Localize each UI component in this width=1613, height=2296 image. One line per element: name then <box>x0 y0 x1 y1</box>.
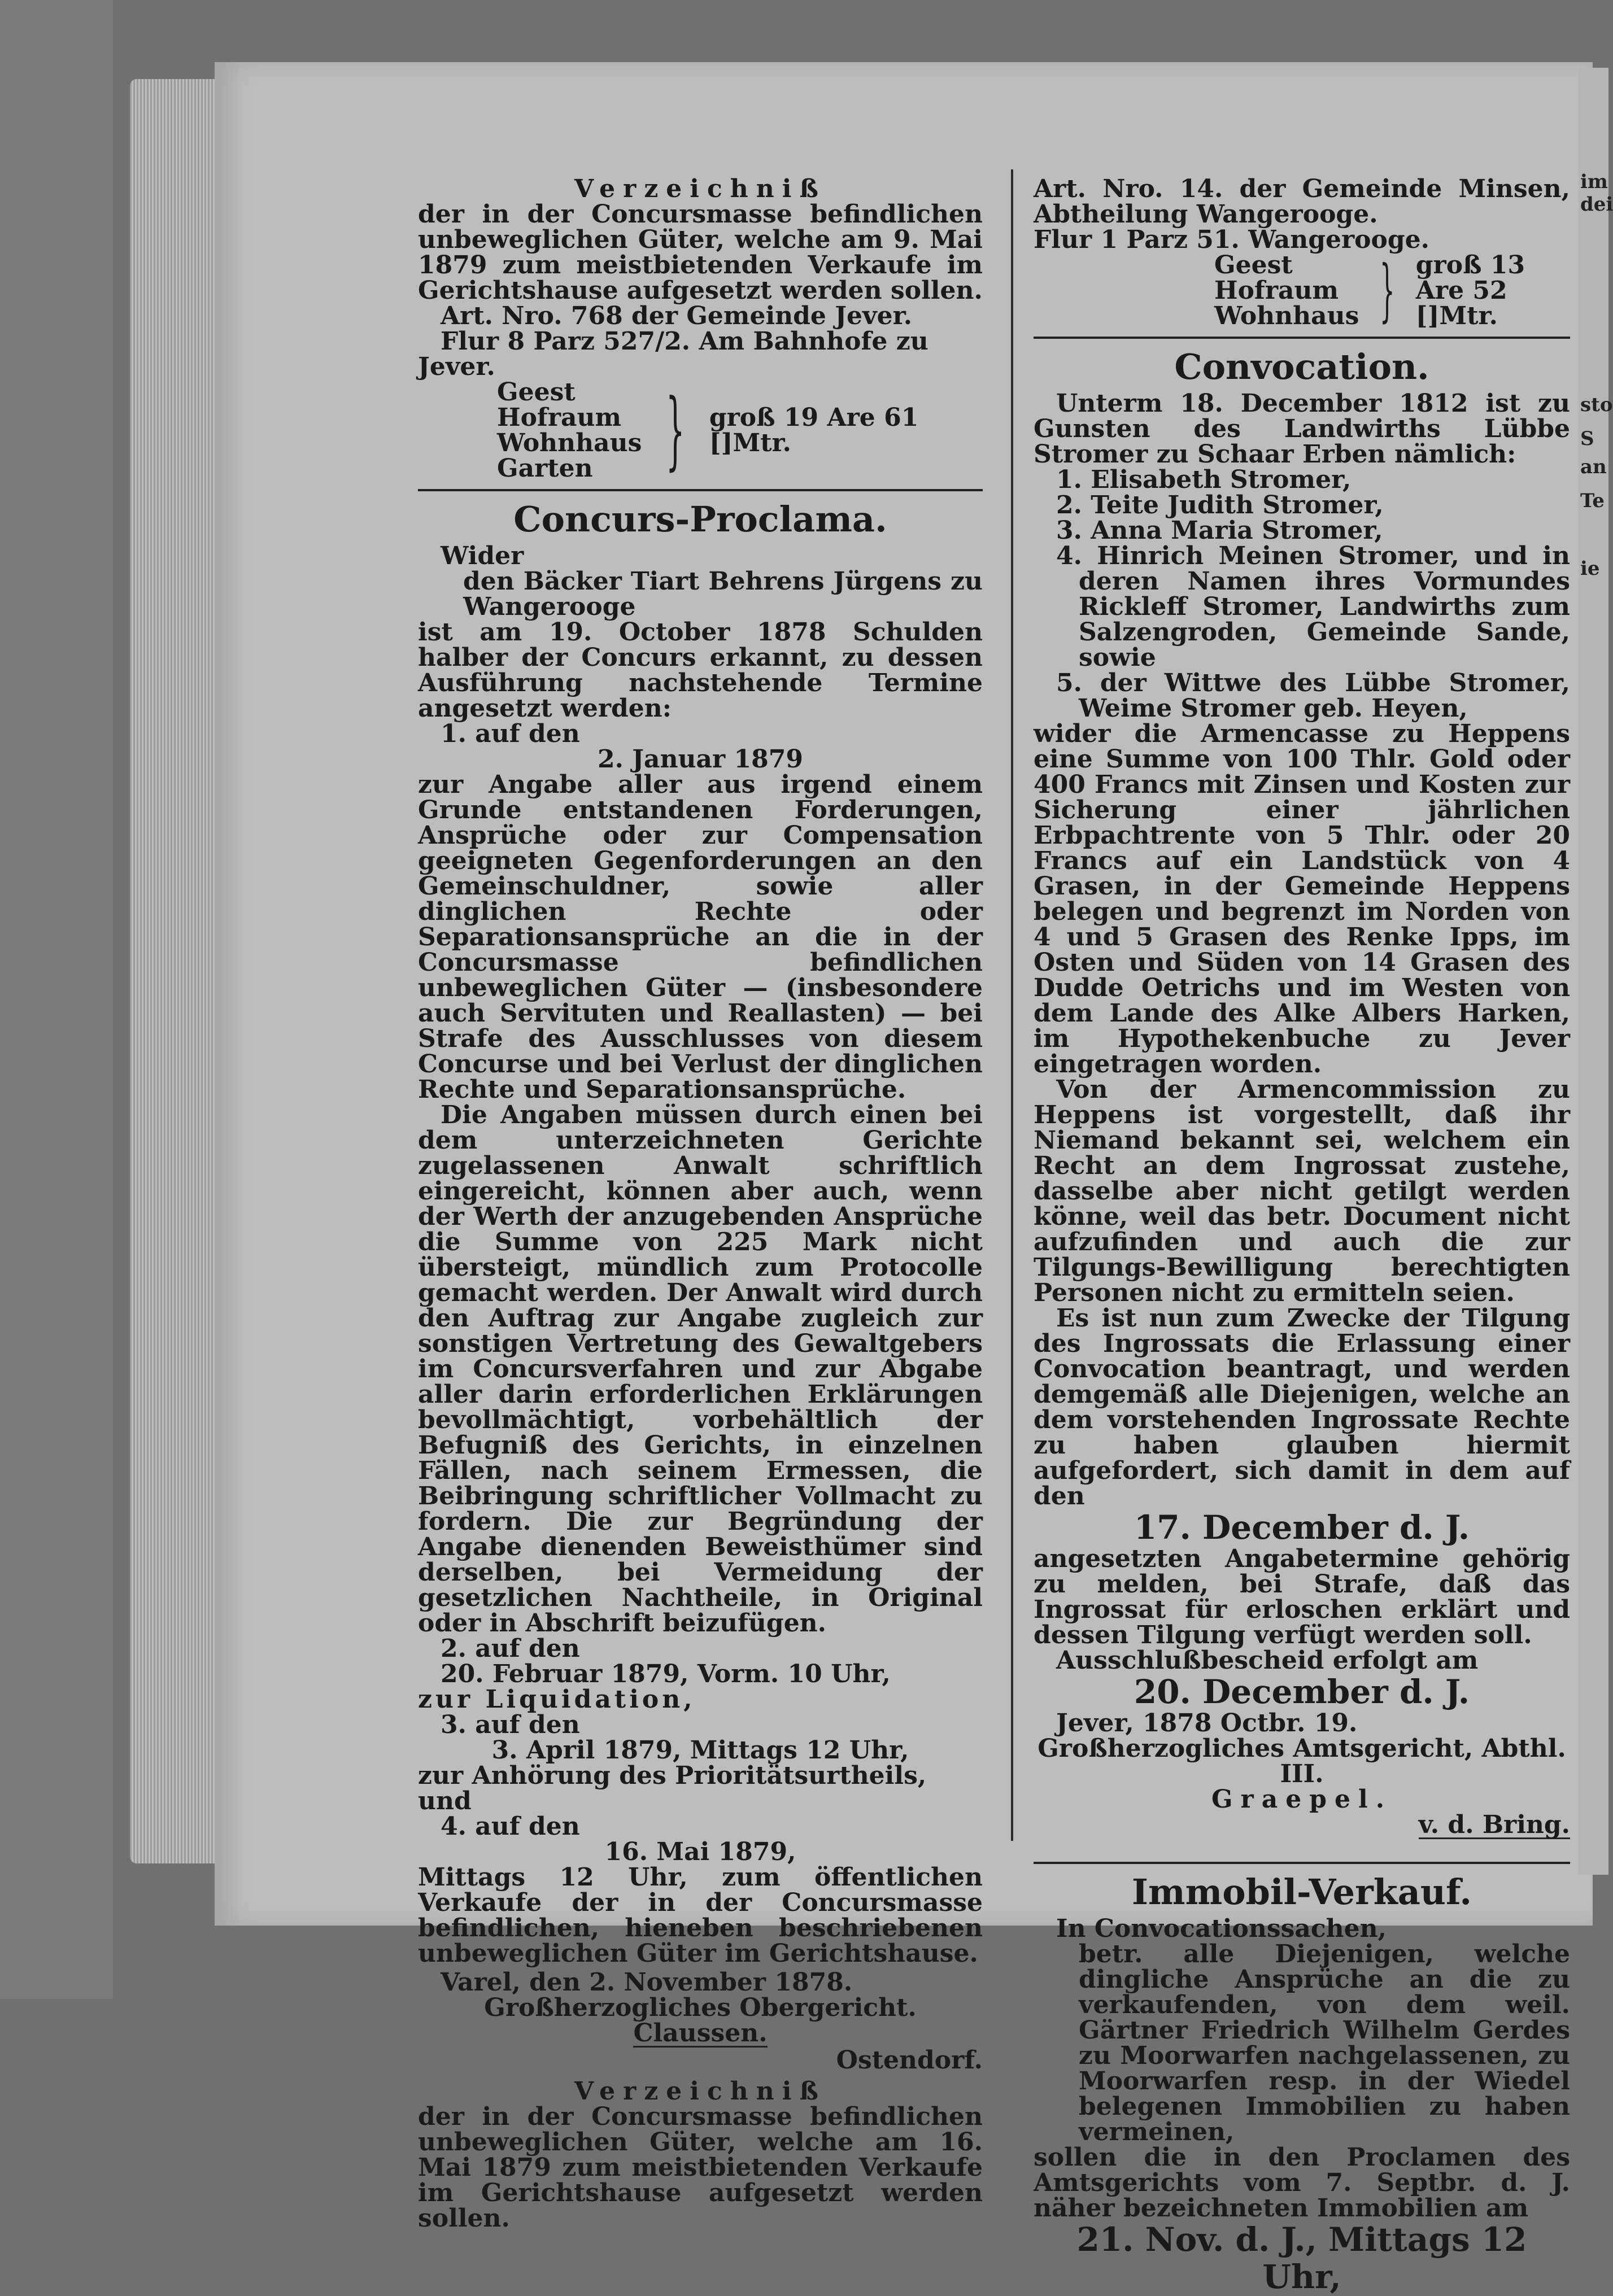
deadline-date: 17. December d. J. <box>1134 1508 1470 1547</box>
in-sachen: In Convocationssachen, <box>1056 1914 1387 1943</box>
ausschluss-label: Ausschlußbescheid erfolgt am <box>1056 1646 1479 1675</box>
parcel-item: Garten <box>497 454 593 483</box>
sliver-text: ie <box>1580 557 1600 580</box>
court-name: Großherzogliches Obergericht. <box>484 1993 917 2022</box>
signature-1: Graepel. <box>1211 1785 1393 1814</box>
sollen-text: sollen die in den Proclamen des Amtsgerichts vom 7. Septbr. d. J. näher bezeichneten Immobilien am <box>1034 2143 1570 2223</box>
term-4-label: 4. auf den <box>441 1812 580 1841</box>
term-1-label: 1. auf den <box>441 719 580 748</box>
parcel-brace <box>1214 252 1570 329</box>
betr-text: betr. alle Diejenigen, welche dingliche Ansprüche an die zu verkaufenden, von dem weil. Gärtner Friedrich Wilhelm Gerdes zu Moorwarfen nachgelassenen, zu Moorwarfen resp. in der Wiedel belegenen Immobilien zu haben vermeinen, <box>1079 1940 1570 2146</box>
convocation-body-3: Es ist nun zum Zwecke der Tilgung des Ingrossats die Erlassung einer Convocation beantragt, und werden demgemäß alle Diejenigen, welche an dem vorstehenden Ingrossate Rechte zu haben glauben hiermit aufgefordert, sich damit in dem auf den <box>1034 1304 1570 1511</box>
brace-glyph: } <box>666 381 685 479</box>
parcel-size: groß 19 Are 61 []Mtr. <box>709 403 919 457</box>
term-2-label: 2. auf den <box>441 1634 580 1663</box>
next-page-sliver <box>1579 68 1608 1875</box>
brace-glyph: } <box>1380 251 1395 330</box>
parcel-item: Hofraum <box>1214 276 1339 305</box>
term-1-text: zur Angabe aller aus irgend einem Grunde entstandenen Forderungen, Ansprüche oder zur Compensation geeigneten Gegenforderungen an den Gemeinschuldner, sowie aller dinglichen Rechte oder Separationsansprüche an die in der Concursmasse befindlichen unbeweglichen Güter — (insbesondere auch Servituten und Reallasten) — bei Strafe des Ausschlusses von diesem Concurse und bei Verlust der dinglichen Rechte und Separationsansprüche. <box>418 770 983 1104</box>
concurs-statement: ist am 19. October 1878 Schulden halber der Concurs erkannt, zu dessen Ausführung nachstehende Termine angesetzt werden: <box>418 618 983 723</box>
art-line: Art. Nro. 14. der Gemeinde Minsen, Abtheilung Wangerooge. <box>1034 174 1570 229</box>
background-left <box>0 0 113 1999</box>
art-line: Art. Nro. 768 der Gemeinde Jever. <box>441 302 913 330</box>
court-name: Großherzogliches Amtsgericht, Abthl. III. <box>1037 1734 1566 1788</box>
flur-line: Flur 1 Parz 51. Wangerooge. <box>1034 225 1429 254</box>
parcel-item: Wohnhaus <box>497 429 642 457</box>
heir-item: 1. Elisabeth Stromer, <box>1056 465 1352 494</box>
parcel-item: Geest <box>1214 251 1293 280</box>
term-4-date: 16. Mai 1879, <box>604 1837 796 1866</box>
parcel-brace <box>497 379 983 481</box>
term-3-label: 3. auf den <box>441 1710 580 1739</box>
convocation-body-4: angesetzten Angabetermine gehörig zu melden, bei Strafe, daß das Ingrossat für erloschen erklärt und dessen Tilgung verfügt werden soll. <box>1034 1544 1570 1649</box>
sliver-text: sto <box>1580 394 1613 416</box>
verzeichnis-title: Verzeichniß <box>574 174 826 203</box>
signature-1: Claussen. <box>633 2019 768 2048</box>
sliver-text: im <box>1580 171 1608 193</box>
verzeichnis-2-title: Verzeichniß <box>574 2077 826 2106</box>
left-column <box>418 176 983 2231</box>
immobil-title: Immobil-Verkauf. <box>1131 1871 1472 1913</box>
sliver-text: an <box>1580 456 1607 478</box>
signature-2: Ostendorf. <box>836 2046 983 2075</box>
sliver-text: Te <box>1580 490 1605 512</box>
convocation-body-2: Von der Armencommission zu Heppens ist vorgestellt, daß ihr Niemand bekannt sei, welchem ein Recht an dem Ingrossat zustehe, dasselbe aber nicht getilgt werden könne, weil das betr. Document nicht aufzufinden und auch die zur Tilgungs-Bewilligung berechtigten Personen nicht zu ermitteln seien. <box>1034 1075 1570 1307</box>
right-column <box>1034 176 1570 2295</box>
section-rule <box>418 489 983 491</box>
term-1-date: 2. Januar 1879 <box>597 745 804 774</box>
signature-2: v. d. Bring. <box>1418 1810 1570 1839</box>
parcel-item: Hofraum <box>497 403 622 432</box>
term-4-purpose: Mittags 12 Uhr, zum öffentlichen Verkaufe der in der Concursmasse befindlichen, hieneben beschriebenen unbeweglichen Güter im Gerichtshause. <box>418 1863 983 1968</box>
section-rule <box>1034 1862 1570 1864</box>
verzeichnis-body: der in der Concursmasse befindlichen unbeweglichen Güter, welche am 9. Mai 1879 zum meistbietenden Verkaufe im Gerichtshause aufgesetzt werden sollen. <box>418 200 983 305</box>
place-date: Jever, 1878 Octbr. 19. <box>1056 1709 1358 1738</box>
heir-item: 3. Anna Maria Stromer, <box>1056 516 1383 545</box>
term-2-purpose: zur Liquidation, <box>418 1685 696 1714</box>
sale-date: 21. Nov. d. J., Mittags 12 Uhr, <box>1076 2220 1527 2296</box>
verzeichnis-2-body: der in der Concursmasse befindlichen unbeweglichen Güter, welche am 16. Mai 1879 zum meistbietenden Verkaufe im Gerichtshause aufgesetzt werden sollen. <box>418 2102 983 2233</box>
convocation-intro: Unterm 18. December 1812 ist zu Gunsten des Landwirths Lübbe Stromer zu Schaar Erben nämlich: <box>1034 389 1570 469</box>
section-rule <box>1034 337 1570 339</box>
sliver-text: dei <box>1580 193 1613 216</box>
term-3-date: 3. April 1879, Mittags 12 Uhr, <box>491 1736 909 1765</box>
debtor-name: den Bäcker Tiart Behrens Jürgens zu Wangerooge <box>463 567 983 621</box>
proclama-title: Concurs-Proclama. <box>513 499 887 540</box>
heir-item: 4. Hinrich Meinen Stromer, und in deren Namen ihres Vormundes Rickleff Stromer, Landwirths zum Salzengroden, Gemeinde Sande, sowie <box>1056 542 1570 672</box>
flur-line: Flur 8 Parz 527/2. Am Bahnhofe zu Jever. <box>418 327 928 381</box>
wider-label: Wider <box>441 542 524 570</box>
instructions-text: Die Angaben müssen durch einen bei dem unterzeichneten Gerichte zugelassenen Anwalt schriftlich eingereicht, können aber auch, wenn der Werth der anzugebenden Ansprüche die Summe von 225 Mark nicht übersteigt, mündlich zum Protocolle gemacht werden. Der Anwalt wird durch den Auftrag zur Angabe zugleich zur sonstigen Vertretung des Gewaltgebers im Concursverfahren und zur Abgabe aller darin erforderlichen Erklärungen bevollmächtigt, vorbehältlich der Befugniß des Gerichts, in einzelnen Fällen, nach seinem Ermessen, die Beibringung schriftlicher Vollmacht zu fordern. Die zur Begründung der Angabe dienenden Beweisthümer sind derselben, bei Vermeidung der gesetzlichen Nachtheile, in Original oder in Abschrift beizufügen. <box>418 1101 983 1638</box>
term-2-date: 20. Februar 1879, Vorm. 10 Uhr, <box>441 1660 891 1688</box>
term-3-purpose: zur Anhörung des Prioritätsurtheils, und <box>418 1761 927 1815</box>
convocation-title: Convocation. <box>1174 346 1429 387</box>
parcel-size: groß 13 Are 52 []Mtr. <box>1415 251 1525 330</box>
heir-item: 5. der Wittwe des Lübbe Stromer, Weime Stromer geb. Heyen, <box>1056 669 1570 723</box>
parcel-item: Geest <box>497 378 576 407</box>
heir-item: 2. Teite Judith Stromer, <box>1056 491 1384 520</box>
place-date: Varel, den 2. November 1878. <box>441 1968 853 1997</box>
convocation-body-1: wider die Armencasse zu Heppens eine Summe von 100 Thlr. Gold oder 400 Francs mit Zinsen und Kosten zur Sicherung einer jährlichen Erbpachtrente von 5 Thlr. oder 20 Francs auf ein Landstück von 4 Grasen, in der Gemeinde Heppens belegen und begrenzt im Norden von 4 und 5 Grasen des Renke Ipps, im Osten und Süden von 14 Grasen des Dudde Oetrichs und im Westen von dem Lande des Alke Albers Harken, im Hypothekenbuche zu Jever eingetragen worden. <box>1034 719 1570 1079</box>
column-divider <box>1011 169 1013 1841</box>
sliver-text: S <box>1580 427 1594 450</box>
ausschluss-date: 20. December d. J. <box>1134 1673 1470 1711</box>
parcel-item: Wohnhaus <box>1214 302 1359 330</box>
